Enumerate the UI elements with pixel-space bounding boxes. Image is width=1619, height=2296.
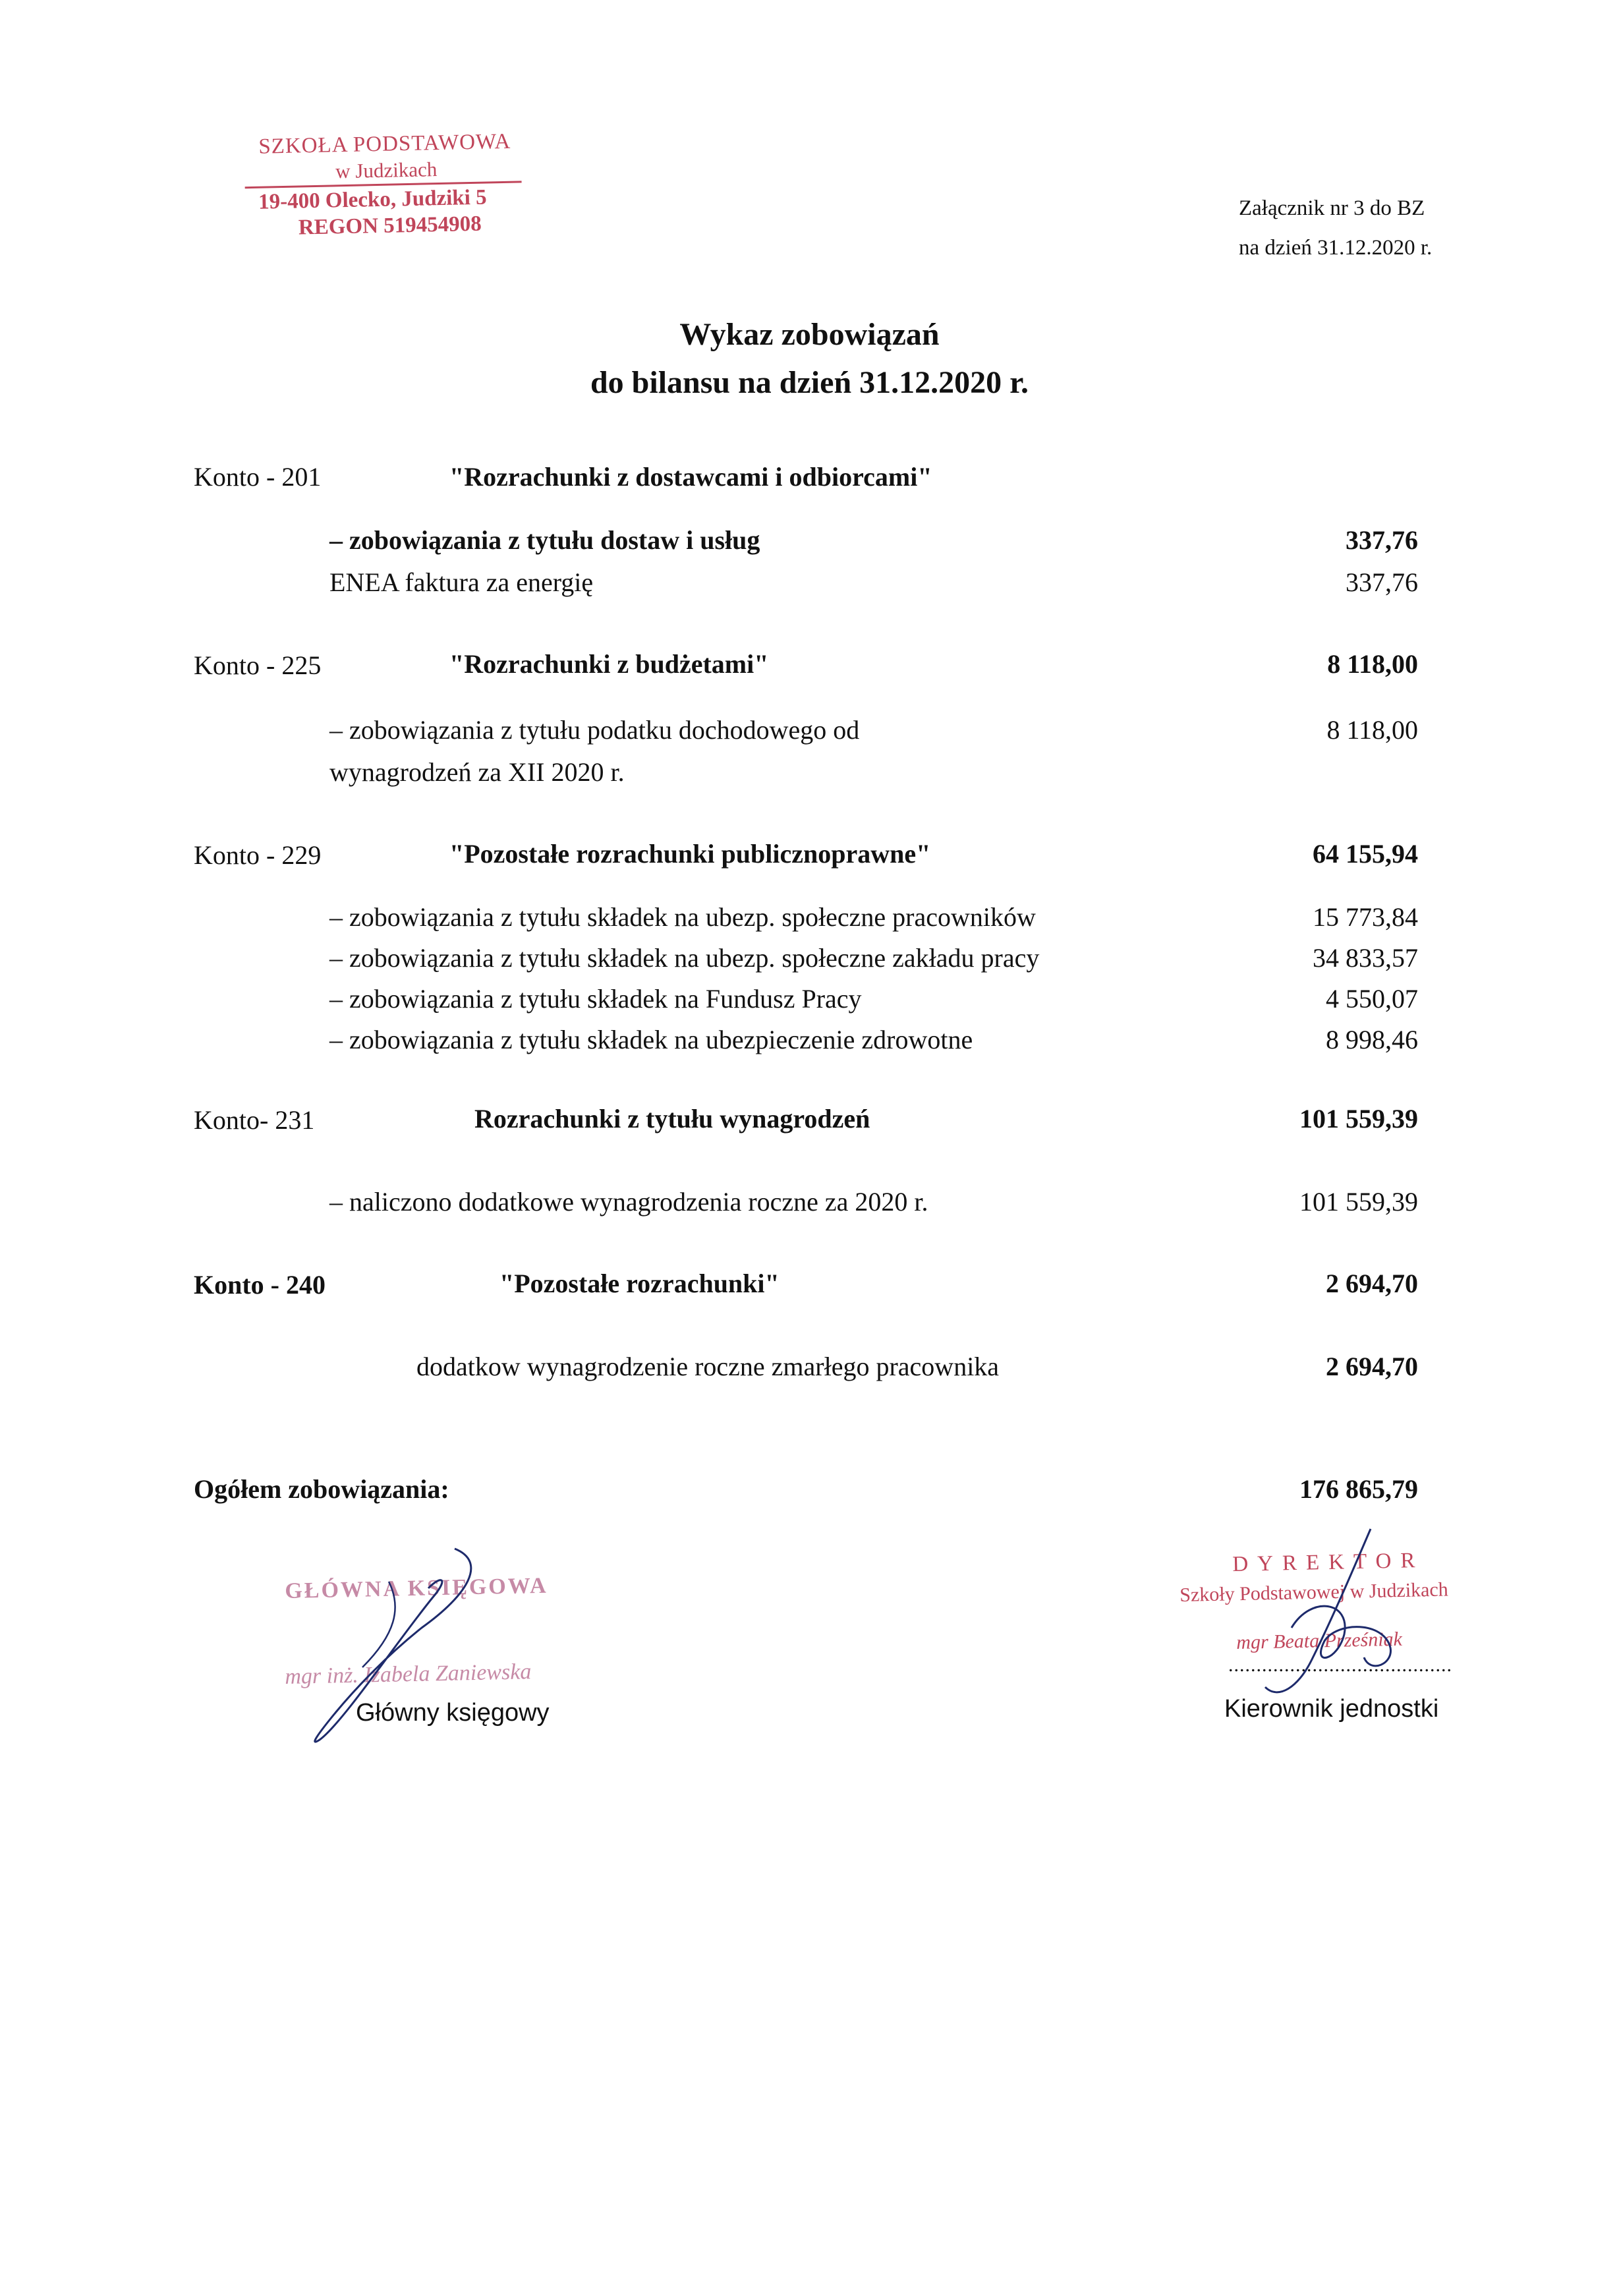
account-229-item-2-amount: 34 833,57 — [1313, 943, 1418, 973]
stamp-school-line1: SZKOŁA PODSTAWOWA — [258, 129, 511, 159]
account-201-item-1-amount: 337,76 — [1346, 525, 1418, 555]
total-label: Ogółem zobowiązania: — [194, 1474, 449, 1504]
document-subtitle: do bilansu na dzień 31.12.2020 r. — [590, 365, 1029, 400]
account-225-total: 8 118,00 — [1327, 649, 1418, 679]
total-amount: 176 865,79 — [1299, 1474, 1418, 1504]
account-229-name: "Pozostałe rozrachunki publicznoprawne" — [449, 839, 931, 869]
account-240-item-1: dodatkow wynagrodzenie roczne zmarłego pracownika — [416, 1352, 1000, 1381]
stamp-school-line2: w Judzikach — [335, 158, 438, 183]
account-229-item-3: – zobowiązania z tytułu składek na Fundusz Pracy — [329, 984, 862, 1014]
account-225-item-1: – zobowiązania z tytułu podatku dochodowego od — [329, 715, 860, 745]
annex-line1: Załącznik nr 3 do BZ — [1239, 196, 1425, 220]
account-229-item-4: – zobowiązania z tytułu składek na ubezpieczenie zdrowotne — [329, 1025, 973, 1054]
account-240-name: "Pozostałe rozrachunki" — [499, 1269, 780, 1298]
account-225-label: Konto - 225 — [194, 650, 322, 680]
account-229-item-3-amount: 4 550,07 — [1326, 984, 1418, 1014]
director-signature-dots: ........................................ — [1228, 1654, 1452, 1676]
director-signature — [1252, 1522, 1423, 1720]
annex-line2: na dzień 31.12.2020 r. — [1239, 236, 1433, 260]
stamp-school-line3: 19-400 Olecko, Judziki 5 — [258, 185, 487, 214]
account-231-name: Rozrachunki z tytułu wynagrodzeń — [474, 1104, 870, 1134]
account-231-total: 101 559,39 — [1299, 1104, 1418, 1134]
account-201-label: Konto - 201 — [194, 462, 322, 492]
account-229-label: Konto - 229 — [194, 840, 322, 870]
account-231-item-1: – naliczono dodatkowe wynagrodzenia roczne za 2020 r. — [329, 1187, 928, 1217]
document-title: Wykaz zobowiązań — [679, 317, 940, 352]
accountant-stamp-name: mgr inż. Izabela Zaniewska — [285, 1659, 532, 1689]
account-201-item-1: – zobowiązania z tytułu dostaw i usług — [329, 525, 760, 555]
account-240-item-1-amount: 2 694,70 — [1326, 1352, 1418, 1381]
account-240-total: 2 694,70 — [1326, 1269, 1418, 1298]
account-201-item-2-amount: 337,76 — [1346, 567, 1418, 597]
account-231-item-1-amount: 101 559,39 — [1299, 1187, 1418, 1217]
account-240-label: Konto - 240 — [194, 1270, 326, 1300]
account-225-item-1-cont: wynagrodzeń za XII 2020 r. — [329, 757, 625, 787]
account-201-name: "Rozrachunki z dostawcami i odbiorcami" — [449, 462, 932, 492]
director-stamp-school: Szkoły Podstawowej w Judzikach — [1179, 1578, 1449, 1606]
account-229-item-2: – zobowiązania z tytułu składek na ubezp. społeczne zakładu pracy — [329, 943, 1040, 973]
stamp-school-line4: REGON 519454908 — [298, 212, 482, 240]
account-229-total: 64 155,94 — [1313, 839, 1418, 869]
accountant-stamp-title: GŁÓWNA KSIĘGOWA — [285, 1573, 548, 1603]
account-229-item-1: – zobowiązania z tytułu składek na ubezp. społeczne pracowników — [329, 902, 1036, 932]
account-225-name: "Rozrachunki z budżetami" — [449, 649, 769, 679]
account-225-item-1-amount: 8 118,00 — [1326, 715, 1418, 745]
director-stamp-title: DYREKTOR — [1232, 1548, 1425, 1576]
director-caption: Kierownik jednostki — [1224, 1695, 1439, 1723]
director-stamp-name: mgr Beata Prześniak — [1236, 1628, 1403, 1653]
account-229-item-4-amount: 8 998,46 — [1326, 1025, 1418, 1054]
accountant-caption: Główny księgowy — [356, 1699, 550, 1727]
account-229-item-1-amount: 15 773,84 — [1313, 902, 1418, 932]
account-231-label: Konto- 231 — [194, 1105, 315, 1135]
account-201-item-2: ENEA faktura za energię — [329, 567, 594, 597]
